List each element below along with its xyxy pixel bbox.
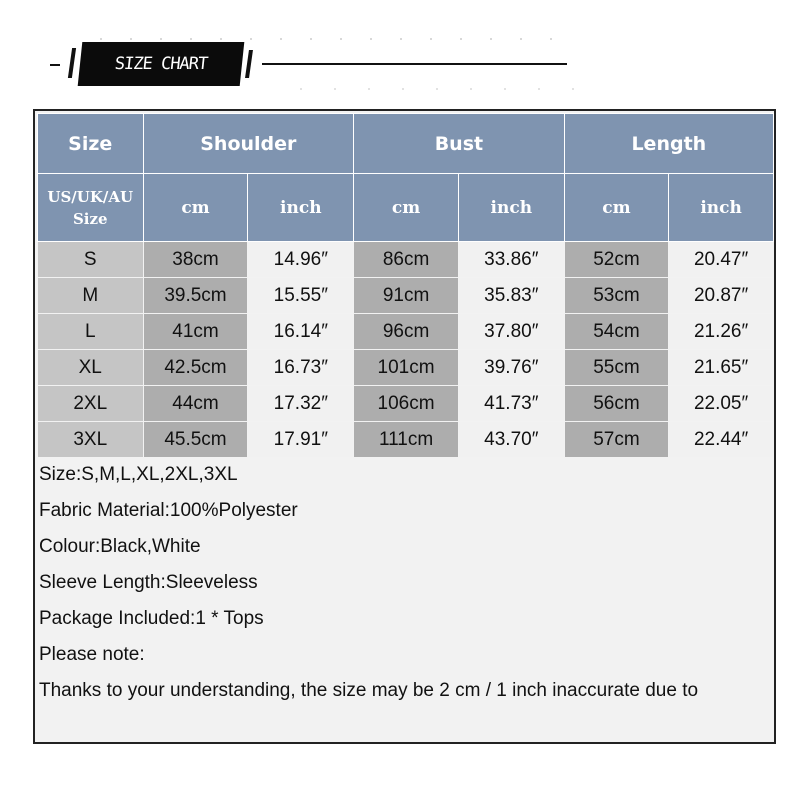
cell-shoulder-cm: 41cm (143, 314, 248, 350)
header-region-size (38, 174, 144, 242)
note-accuracy: Thanks to your understanding, the size may be 2 cm / 1 inch inaccurate due to (39, 680, 699, 701)
banner-dotted-line-lower (300, 88, 580, 90)
cell-length-inch: 20.87″ (669, 278, 774, 314)
banner-left-dash (50, 64, 60, 66)
cell-length-cm: 56cm (564, 386, 669, 422)
cell-size: S (38, 242, 144, 278)
table-row (38, 278, 774, 314)
banner-left-tab (68, 48, 76, 78)
header-size: Size (38, 114, 144, 174)
cell-length-cm: 54cm (564, 314, 669, 350)
banner-rule (262, 63, 567, 65)
table-unit-row (38, 174, 774, 242)
cell-shoulder-inch: 14.96″ (248, 242, 354, 278)
cell-bust-cm: 86cm (354, 242, 459, 278)
cell-length-inch: 22.05″ (669, 386, 774, 422)
header-length: Length (564, 114, 773, 174)
unit-length-inch: inch (669, 174, 774, 242)
cell-shoulder-inch: 16.14″ (248, 314, 354, 350)
cell-bust-inch: 39.76″ (458, 350, 564, 386)
table-header-row (38, 114, 774, 174)
unit-length-cm: cm (564, 174, 669, 242)
note-colour: Colour:Black,White (39, 536, 201, 557)
cell-bust-cm: 96cm (354, 314, 459, 350)
cell-length-cm: 52cm (564, 242, 669, 278)
note-sizes: Size:S,M,L,XL,2XL,3XL (39, 464, 238, 485)
unit-shoulder-inch: inch (248, 174, 354, 242)
header-bust: Bust (354, 114, 565, 174)
header-shoulder: Shoulder (143, 114, 354, 174)
header-region-label: US/UK/AU (47, 187, 134, 206)
unit-shoulder-cm: cm (143, 174, 248, 242)
note-please-note: Please note: (39, 644, 145, 665)
cell-size: 2XL (38, 386, 144, 422)
cell-shoulder-inch: 17.32″ (248, 386, 354, 422)
cell-shoulder-inch: 15.55″ (248, 278, 354, 314)
cell-length-inch: 20.47″ (669, 242, 774, 278)
table-row (38, 314, 774, 350)
cell-length-cm: 53cm (564, 278, 669, 314)
table-row (38, 422, 774, 458)
note-fabric: Fabric Material:100%Polyester (39, 500, 298, 521)
cell-size: XL (38, 350, 144, 386)
size-chart-banner (0, 0, 800, 100)
cell-length-inch: 21.65″ (669, 350, 774, 386)
size-chart-frame (33, 109, 776, 744)
cell-bust-inch: 37.80″ (458, 314, 564, 350)
cell-shoulder-cm: 45.5cm (143, 422, 248, 458)
note-package: Package Included:1 * Tops (39, 608, 264, 629)
cell-bust-cm: 106cm (354, 386, 459, 422)
note-sleeve: Sleeve Length:Sleeveless (39, 572, 258, 593)
header-region-size-label: Size (72, 209, 108, 228)
cell-shoulder-inch: 16.73″ (248, 350, 354, 386)
table-row (38, 350, 774, 386)
banner-title: SIZE CHART (78, 42, 245, 86)
banner-dotted-line (100, 38, 570, 40)
cell-size: L (38, 314, 144, 350)
cell-length-cm: 55cm (564, 350, 669, 386)
cell-bust-inch: 41.73″ (458, 386, 564, 422)
cell-bust-cm: 111cm (354, 422, 459, 458)
cell-bust-inch: 35.83″ (458, 278, 564, 314)
table-row (38, 386, 774, 422)
cell-size: M (38, 278, 144, 314)
cell-bust-cm: 101cm (354, 350, 459, 386)
cell-length-inch: 22.44″ (669, 422, 774, 458)
cell-size: 3XL (38, 422, 144, 458)
cell-bust-cm: 91cm (354, 278, 459, 314)
cell-length-cm: 57cm (564, 422, 669, 458)
cell-length-inch: 21.26″ (669, 314, 774, 350)
size-table (37, 113, 774, 458)
table-row (38, 242, 774, 278)
unit-bust-cm: cm (354, 174, 459, 242)
cell-bust-inch: 43.70″ (458, 422, 564, 458)
cell-shoulder-cm: 38cm (143, 242, 248, 278)
cell-shoulder-cm: 39.5cm (143, 278, 248, 314)
cell-shoulder-inch: 17.91″ (248, 422, 354, 458)
cell-shoulder-cm: 42.5cm (143, 350, 248, 386)
cell-bust-inch: 33.86″ (458, 242, 564, 278)
banner-right-tab (245, 50, 253, 78)
cell-shoulder-cm: 44cm (143, 386, 248, 422)
unit-bust-inch: inch (458, 174, 564, 242)
product-notes (39, 457, 769, 709)
